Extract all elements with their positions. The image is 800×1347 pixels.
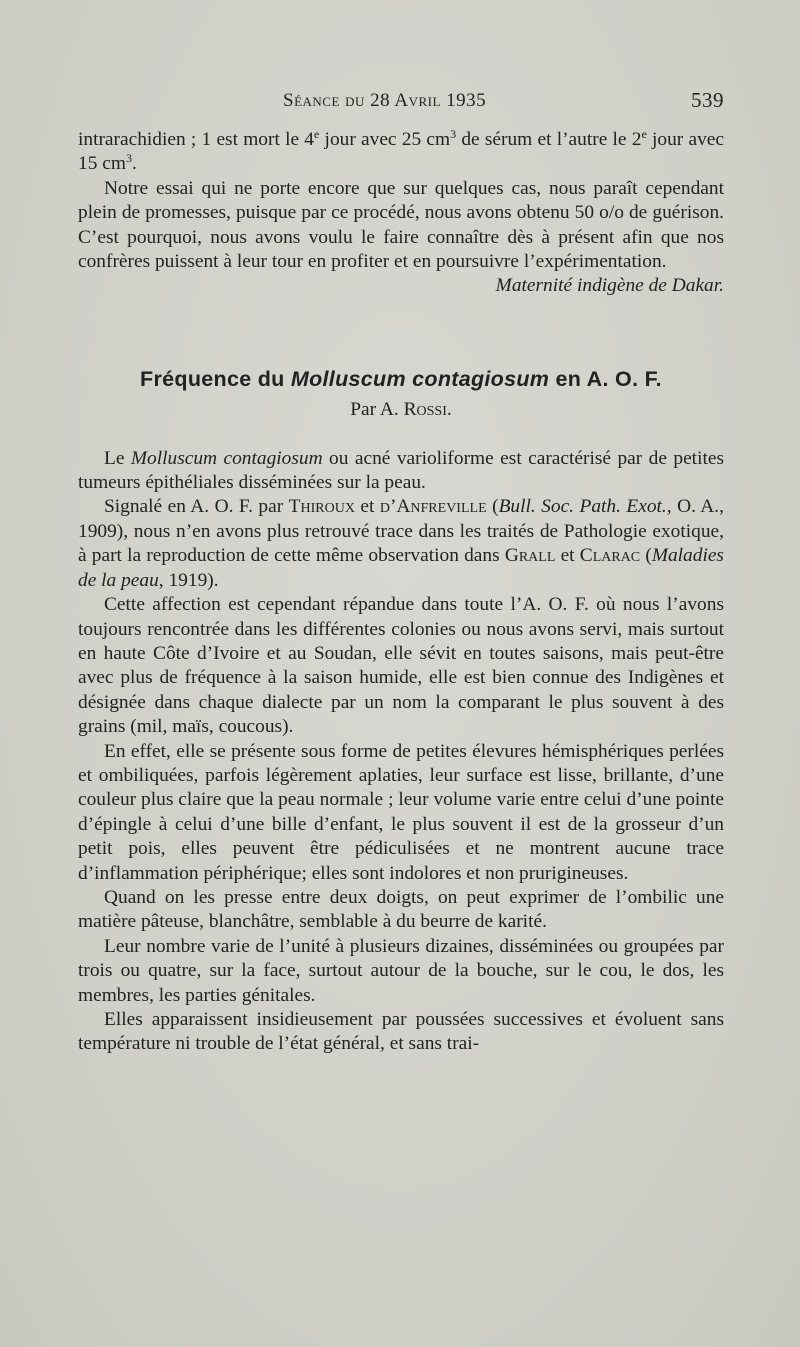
text-run: jour avec 25 cm [319,129,451,150]
running-title: Séance du 28 Avril 1935 [283,90,487,111]
text-run: . [131,153,137,175]
title-run: Fréquence du [140,366,291,391]
byline-prefix: Par A. [350,399,404,421]
article-paragraph-1 [78,447,724,496]
article-paragraph-5: Quand on les presse entre deux doigts, on peut exprimer de l’ombilic une matière pâteuse, blanchâtre, semblable à du beurre de karité. [78,886,724,933]
page-header [78,86,724,116]
superscript: 3 [450,127,457,141]
article-paragraph-6: Leur nombre varie de l’unité à plusieurs dizaines, disséminées ou groupées par trois ou quatre, sur la face, surtout autour de la bouche, sur le cou, le dos, les membres, les parties génitales. [78,935,724,1006]
title-italic-run: Molluscum contagiosum [290,366,550,391]
continuation-paragraph-1 [78,128,724,177]
superscript: e [641,127,647,141]
journal-ref: Bull. Soc. Path. Exot. [498,496,667,518]
text-run: Signalé en A. O. F. par [104,496,289,518]
article-paragraph-3: Cette affection est cependant répandue dans toute l’A. O. F. où nous l’avons toujours rencontrée dans les différentes colonies ou nous avons servi, mais surtout en haute Côte d’Ivoire et au Soudan, elle sévit en toutes saisons, mais peut-être avec plus de fréquence à la saison humide, elle est bien connue des Indigènes et désignée dans chaque dialecte par un nom la comparant le plus souvent à des grains (mil, maïs, coucous). [78,594,724,738]
article-title [78,367,724,391]
continuation-paragraph-2: Notre essai qui ne porte encore que sur quelques cas, nous paraît cependant plein de promesses, puisque par ce procédé, nous avons obtenu 50 o/o de guérison. C’est pourquoi, nous avons voulu le faire connaître dès à présent afin que nos confrères puissent à leur tour en profiter et en poursuivre l’expérimentation. [78,177,724,273]
article-paragraph-2 [78,495,724,593]
text-run: , 1919). [158,569,219,591]
author-ref: Grall [504,545,556,567]
author-name: Rossi. [403,399,452,421]
text-run: intrarachidien ; 1 est mort le 4 [78,129,314,150]
text-run: Le [104,447,131,469]
title-run: en A. O. F. [549,366,662,391]
page-body [78,128,724,1057]
text-run: ( [486,496,499,518]
text-run: et [354,496,380,518]
superscript: e [314,127,320,141]
page-number: 539 [691,88,724,112]
article-paragraph-4: En effet, elle se présente sous forme de petites élevures hémisphériques perlées et ombiliquées, parfois légèrement aplaties, leur surface est lisse, brillante, d’une couleur plus claire que la peau normale ; leur volume varie entre celui d’une pointe d’épingle à celui d’une bille d’enfant, le plus souvent il est de la grosseur d’un petit pois, elles peuvent être pédiculisées et ne montrent aucune trace d’inflammation périphérique; elles sont indolores et non prurigineuses. [78,740,724,884]
text-run: de sérum et l’autre le 2 [456,129,642,150]
text-run: ou acné varioliforme est caractérisé par de petites tumeurs épithéliales disséminées sur la peau. [78,447,724,494]
book-ref: Maladies de la peau [78,545,724,591]
text-run: , O. A., 1909), nous n’en avons plus retrouvé trace dans les traités de Pathologie exotique, à part la reproduction de cette même observation dans [78,496,725,567]
author-ref: Thiroux [288,496,355,518]
article-paragraph-7: Elles apparaissent insidieusement par poussées successives et évoluent sans température ni trouble de l’état général, et sans trai- [78,1009,724,1055]
text-run: et [555,545,580,567]
text-run: ( [640,545,652,567]
signature: Maternité indigène de Dakar. [495,275,724,297]
italic-run: Molluscum contagiosum [130,447,323,469]
text-run: jour avec 15 cm [78,129,724,175]
superscript: 3 [125,151,132,166]
article-byline [78,398,724,422]
author-ref: Clarac [579,545,641,567]
author-ref: d’Anfreville [379,496,487,518]
